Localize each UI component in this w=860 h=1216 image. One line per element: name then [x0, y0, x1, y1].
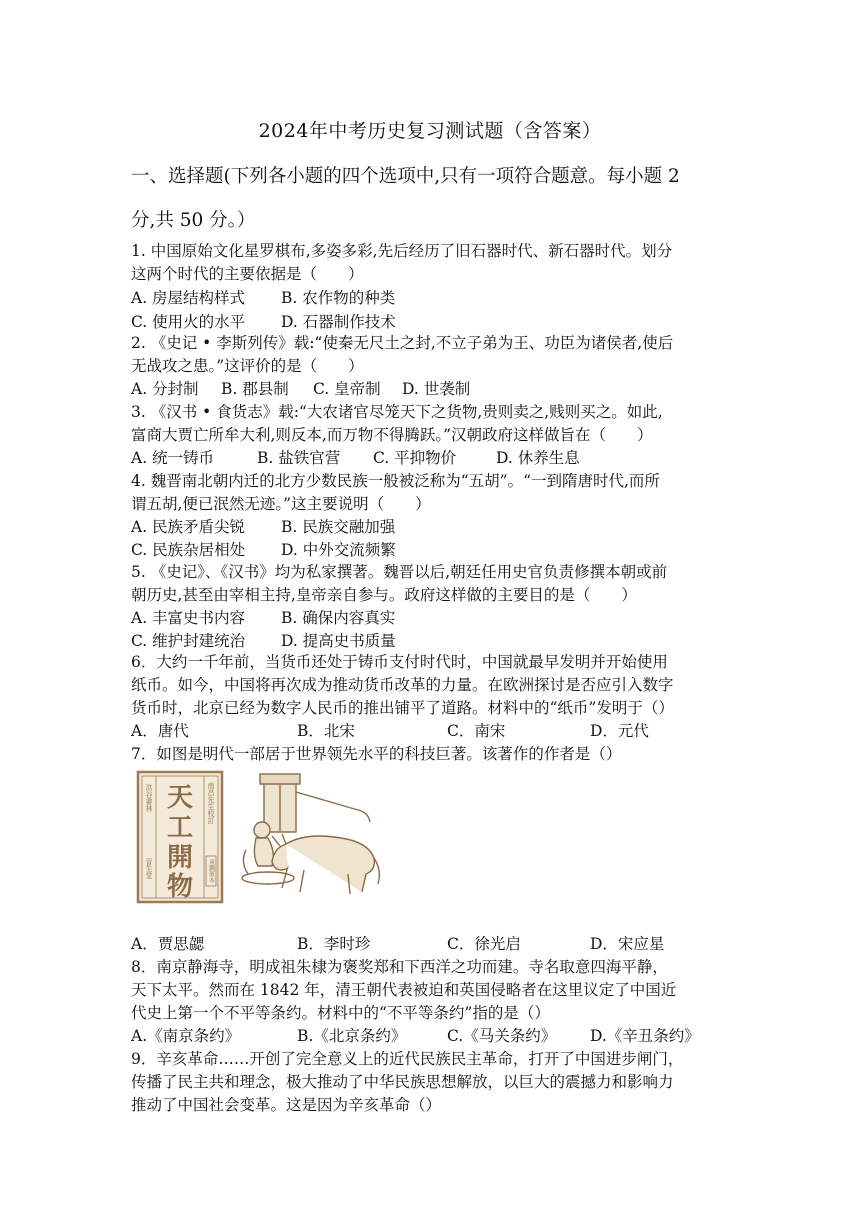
cover-char-1: 天: [166, 783, 194, 813]
q8-option-d: D.《辛丑条约》: [590, 1027, 700, 1045]
q2-option-c: C. 皇帝制: [313, 380, 381, 398]
q6-option-c: C．南宋: [447, 722, 506, 740]
worker-body-icon: [254, 838, 273, 866]
q8-option-c: C.《马关条约》: [447, 1027, 557, 1045]
tiangong-kaiwu-illustration: [136, 770, 386, 905]
worker-head-icon: [254, 822, 270, 838]
q5-option-c: C. 维护封建统治: [131, 632, 246, 650]
cover-char-2: 工: [166, 813, 194, 843]
q4-stem-line1: 4. 魏晋南北朝内迁的北方少数民族一般被泛称为“五胡”。“一到隋唐时代,而所: [131, 472, 660, 490]
q6-option-a: A．唐代: [131, 722, 189, 740]
q4-option-d: D. 中外交流频繁: [281, 541, 396, 559]
q7-stem-line1: 7．如图是明代一部居于世界领先水平的科技巨著。该著作的作者是（）: [131, 745, 622, 763]
illustration-svg: [136, 770, 386, 905]
q1-stem-line2: 这两个时代的主要依据是（ ）: [131, 265, 364, 283]
q4-option-c: C. 民族杂居相处: [131, 541, 246, 559]
book-cover: [138, 772, 222, 902]
q3-option-c: C. 平抑物价: [373, 449, 457, 467]
q6-option-b: B．北宋: [297, 722, 355, 740]
cover-right-top-text: 南昌先生校訂: [207, 782, 215, 824]
q2-stem-line1: 2. 《史记 • 李斯列传》载:“使秦无尺土之封,不立子弟为王、功臣为诸侯者,使后: [131, 334, 674, 352]
q5-option-b: B. 确保内容真实: [281, 609, 396, 627]
worker-arm: [243, 850, 248, 874]
q3-stem-line1: 3. 《汉书 • 食货志》载:“大农诸官尽笼天下之货物,贵则卖之,贱则买之。如此,: [131, 403, 663, 421]
section-heading-line2: 分,共 50 分。）: [131, 210, 256, 231]
q6-stem-line2: 纸币。如今，中国将再次成为推动货币改革的力量。在欧洲探讨是否应引入数字: [131, 676, 674, 694]
cover-right-bottom-text: 重鐫原本: [207, 859, 215, 883]
q5-stem-line2: 朝历史,甚至由宰相主持,皇帝亲自参与。政府这样做的主要目的是（ ）: [131, 586, 637, 604]
q4-stem-line2: 谓五胡,便已泯然无迹。”这主要说明（ ）: [131, 495, 431, 513]
q1-option-c: C. 使用火的水平: [131, 313, 246, 331]
q6-stem-line3: 货币时，北京已经为数字人民币的推出铺平了道路。材料中的“纸币”发明于（）: [131, 699, 674, 717]
q1-option-a: A. 房屋结构样式: [131, 289, 246, 307]
q1-stem-line1: 1. 中国原始文化星罗棋布,多姿多彩,先后经历了旧石器时代、新石器时代。划分: [131, 242, 673, 260]
q6-stem-line1: 6．大约一千年前，当货币还处于铸币支付时代时，中国就最早发明并开始使用: [131, 653, 668, 671]
q5-option-a: A. 丰富史书内容: [131, 609, 246, 627]
ox-head-icon: [272, 844, 288, 870]
q2-option-a: A. 分封制: [131, 380, 199, 398]
document-title: 2024年中考历史复习测试题（含答案）: [258, 120, 602, 142]
mill-roof: [260, 774, 300, 784]
cover-char-3: 開: [166, 843, 194, 873]
q9-stem-line3: 推动了中国社会变革。这是因为辛亥革命（）: [131, 1096, 442, 1114]
q8-stem-line1: 8．南京静海寺，明成祖朱棣为褒奖郑和下西洋之功而建。寺名取意四海平静，: [131, 958, 668, 976]
ox-mill-drawing: [242, 774, 379, 894]
q8-stem-line2: 天下太平。然而在 1842 年，清王朝代表被迫和英国侵略者在这里议定了中国近: [131, 981, 677, 999]
q8-stem-line3: 代史上第一个不平等条约。材料中的“不平等条约”指的是（）: [131, 1004, 550, 1022]
q1-option-d: D. 石器制作技术: [281, 313, 396, 331]
q9-stem-line2: 传播了民主共和理念，极大推动了中华民族思想解放，以巨大的震撼力和影响力: [131, 1073, 674, 1091]
cover-char-4: 物: [166, 872, 194, 902]
cover-left-bottom-text: 晉生堂: [145, 858, 153, 879]
mill-arm-end: [358, 810, 370, 822]
q8-option-b: B.《北京条约》: [297, 1027, 407, 1045]
q3-option-b: B. 盐铁官营: [257, 449, 341, 467]
q2-option-d: D. 世袭制: [402, 380, 471, 398]
q4-option-a: A. 民族矛盾尖锐: [131, 518, 246, 536]
q8-option-a: A.《南京条约》: [131, 1027, 241, 1045]
q3-stem-line2: 富商大贾亡所牟大利,则反本,而万物不得腾跃。”汉朝政府这样做旨在（ ）: [131, 426, 653, 444]
q7-option-c: C．徐光启: [447, 935, 521, 953]
q7-option-a: A．贾思勰: [131, 935, 205, 953]
millstone-icon: [242, 872, 294, 884]
q2-option-b: B. 郡县制: [221, 380, 289, 398]
mill-arm: [296, 792, 358, 810]
cover-left-top-text: 洪谷書林: [145, 784, 153, 812]
q4-option-b: B. 民族交融加强: [281, 518, 396, 536]
q2-stem-line2: 无战攻之患。”这评价的是（ ）: [131, 357, 364, 375]
section-heading-line1: 一、选择题(下列各小题的四个选项中,只有一项符合题意。每小题 2: [131, 166, 680, 187]
q7-option-d: D．宋应星: [590, 935, 665, 953]
q5-option-d: D. 提高史书质量: [281, 632, 396, 650]
q3-option-d: D. 休养生息: [496, 449, 580, 467]
q6-option-d: D．元代: [590, 722, 649, 740]
ox-body-icon: [282, 836, 374, 894]
q7-option-b: B．李时珍: [297, 935, 371, 953]
q5-stem-line1: 5. 《史记》、《汉书》均为私家撰著。魏晋以后,朝廷任用史官负责修撰本朝或前: [131, 563, 668, 581]
q3-option-a: A. 统一铸币: [131, 449, 215, 467]
q9-stem-line1: 9．辛亥革命……开创了完全意义上的近代民族民主革命，打开了中国进步闸门，: [131, 1050, 684, 1068]
q1-option-b: B. 农作物的种类: [281, 289, 396, 307]
